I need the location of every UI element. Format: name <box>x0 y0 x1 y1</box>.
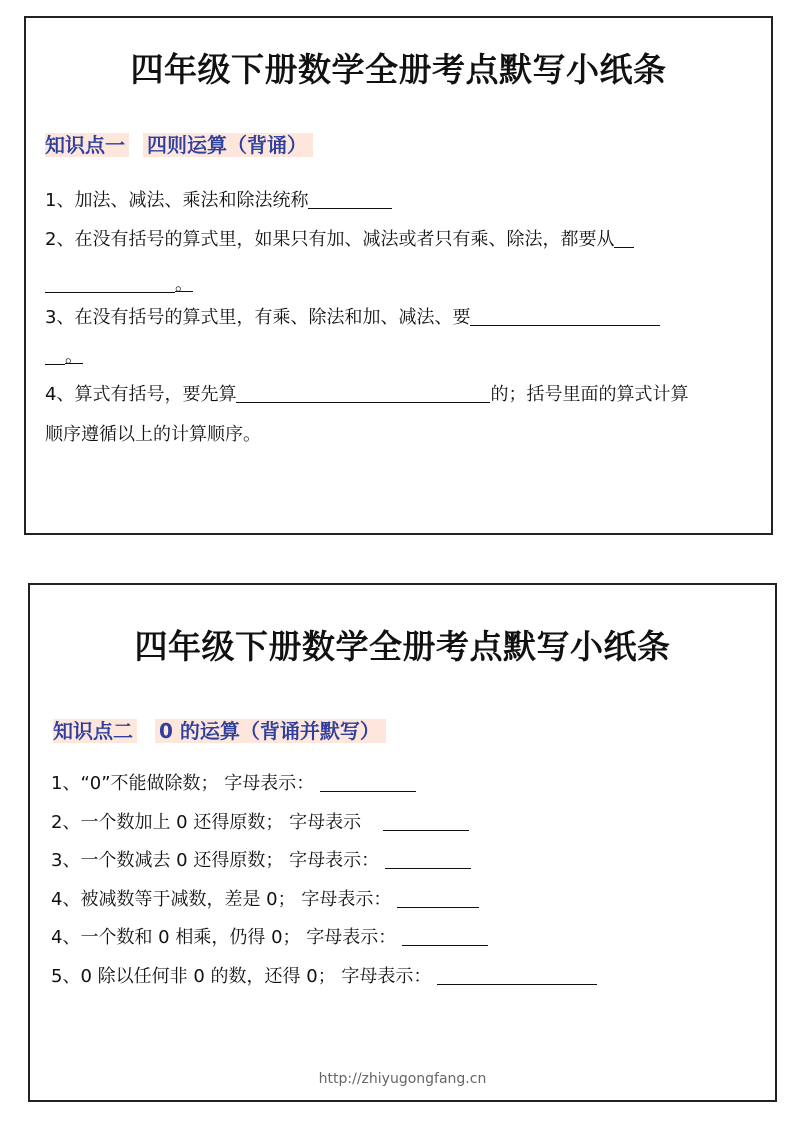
knowledge-point-heading <box>45 130 313 160</box>
question-line-3-cont <box>45 344 83 370</box>
question-text: 1、“0”不能做除数； 字母表示： <box>51 773 315 794</box>
question-line-6 <box>51 964 597 990</box>
question-line-3 <box>51 848 471 874</box>
worksheet-card-1 <box>24 16 773 535</box>
question-text: 。 <box>65 346 83 367</box>
question-line-4 <box>45 382 688 408</box>
worksheet-card-2 <box>28 583 777 1102</box>
question-text: 的；括号里面的算式计算 <box>490 384 689 405</box>
answer-blank[interactable] <box>437 964 597 985</box>
knowledge-point-label: 知识点二 <box>53 719 137 743</box>
question-line-4-cont <box>45 422 261 448</box>
question-line-2 <box>45 227 634 253</box>
question-text: 2、在没有括号的算式里，如果只有加、减法或者只有乘、除法，都要从 <box>45 229 615 250</box>
question-text: 3、一个数减去 0 还得原数； 字母表示： <box>51 850 380 871</box>
question-text: 5、0 除以任何非 0 的数，还得 0； 字母表示： <box>51 966 432 987</box>
question-text: 4、一个数和 0 相乘，仍得 0； 字母表示： <box>51 927 397 948</box>
answer-blank[interactable] <box>383 810 469 831</box>
question-text: 3、在没有括号的算式里，有乘、除法和加、减法、要 <box>45 307 471 328</box>
question-line-2-cont <box>45 272 193 298</box>
answer-blank[interactable] <box>236 382 490 403</box>
question-text: 4、算式有括号，要先算 <box>45 384 237 405</box>
question-line-1 <box>45 188 392 214</box>
knowledge-point-heading <box>53 716 386 746</box>
knowledge-point-topic: 0 的运算（背诵并默写） <box>155 719 386 743</box>
footer-url: http://zhiyugongfang.cn <box>318 1071 487 1087</box>
question-text: 2、一个数加上 0 还得原数； 字母表示 <box>51 812 362 833</box>
question-text: 1、加法、减法、乘法和除法统称 <box>45 190 309 211</box>
answer-blank[interactable] <box>45 272 175 293</box>
card-title: 四年级下册数学全册考点默写小纸条 <box>134 627 671 666</box>
answer-blank[interactable] <box>45 344 65 365</box>
question-line-2 <box>51 810 469 836</box>
question-line-5 <box>51 925 488 951</box>
question-line-3 <box>45 305 660 331</box>
answer-blank[interactable] <box>320 771 416 792</box>
answer-blank[interactable] <box>397 887 479 908</box>
question-text: 顺序遵循以上的计算顺序。 <box>45 424 261 445</box>
answer-blank[interactable] <box>614 227 634 248</box>
question-text: 。 <box>175 274 193 295</box>
card-title: 四年级下册数学全册考点默写小纸条 <box>130 50 667 89</box>
question-text: 4、被减数等于减数，差是 0； 字母表示： <box>51 889 392 910</box>
answer-blank[interactable] <box>308 188 392 209</box>
knowledge-point-topic: 四则运算（背诵） <box>143 133 313 157</box>
question-line-1 <box>51 771 416 797</box>
answer-blank[interactable] <box>385 848 471 869</box>
question-line-4 <box>51 887 479 913</box>
answer-blank[interactable] <box>402 925 488 946</box>
knowledge-point-label: 知识点一 <box>45 133 129 157</box>
answer-blank[interactable] <box>470 305 660 326</box>
